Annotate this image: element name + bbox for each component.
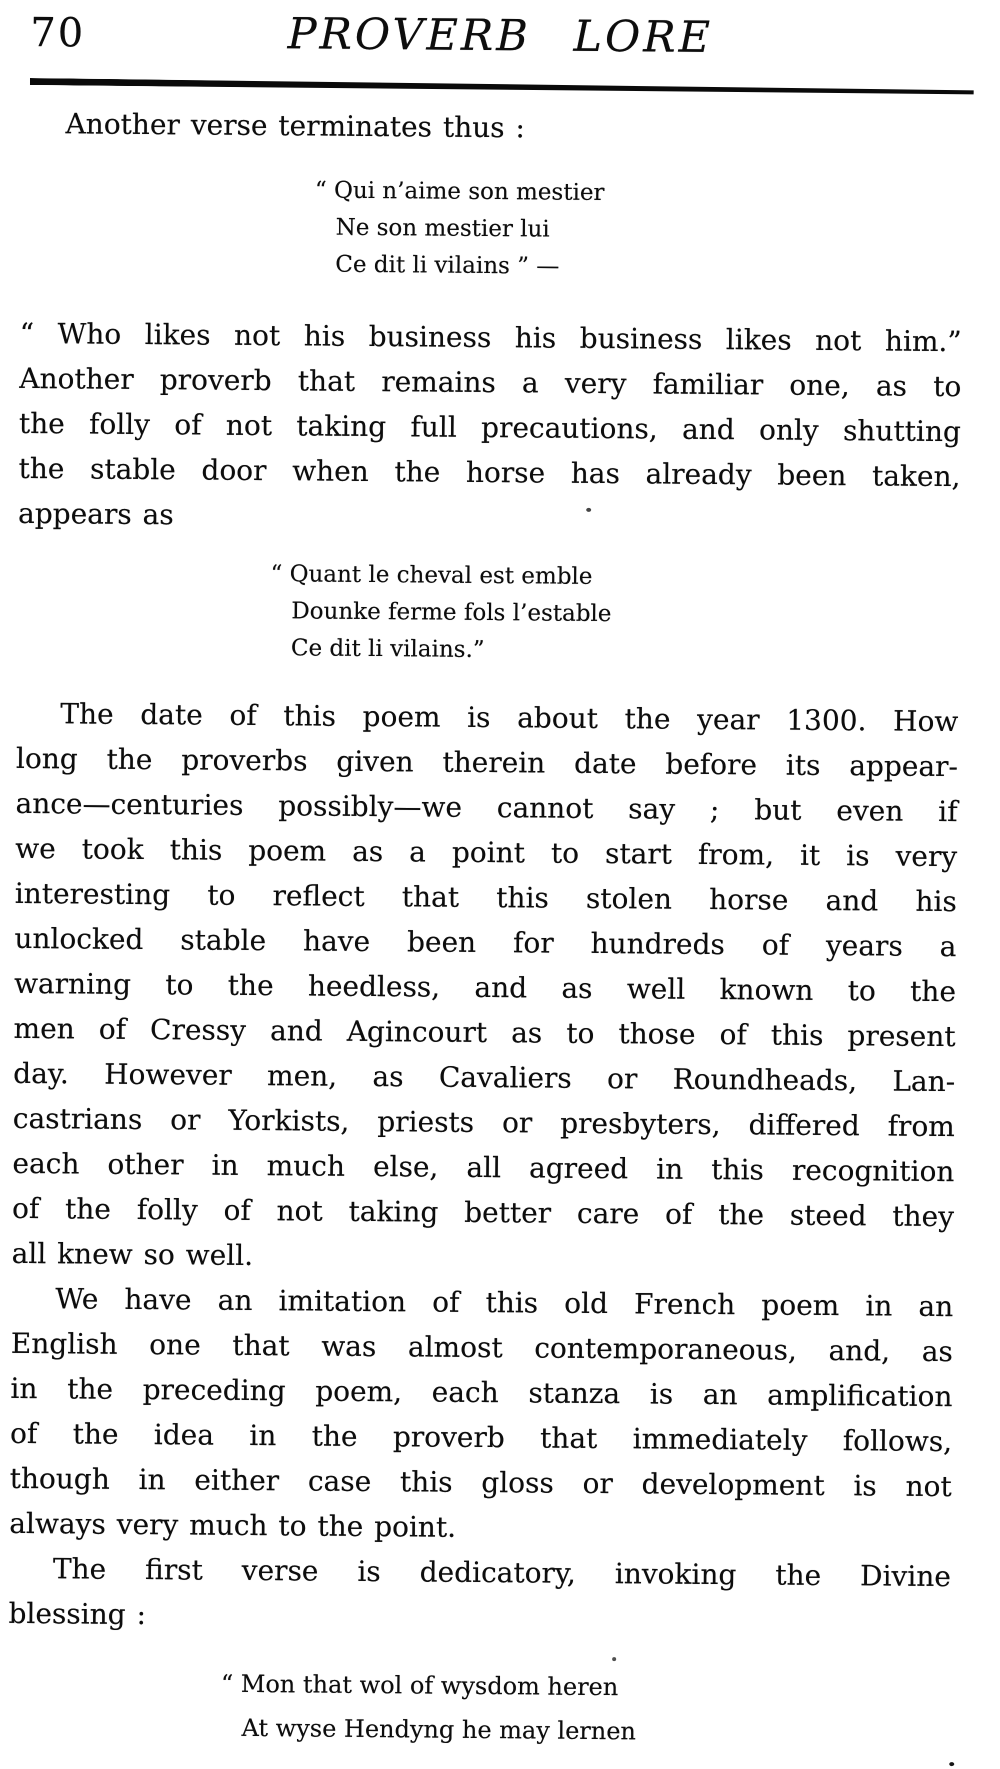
text-line: men of Cressy and Agincourt as to those of this present	[13, 1011, 956, 1054]
verse-line: At wyse Hendyng he may lernen	[241, 1713, 637, 1746]
verse-line: Ce dit li vilains.”	[290, 635, 485, 663]
header-rule	[30, 78, 974, 96]
paragraph-intro-line	[21, 101, 963, 154]
paragraph-stable-door	[18, 311, 962, 544]
text-line: we took this poem as a point to start from, it is very	[15, 831, 958, 874]
text-line: long the proverbs given therein date before its appear-	[15, 741, 959, 784]
verse-line: “ Qui n’aime son mestier	[314, 177, 605, 207]
page-header	[0, 0, 1000, 76]
paragraph-first-verse-dedicatory	[8, 1546, 951, 1644]
text-line: blessing :	[8, 1596, 147, 1632]
text-line: The date of this poem is about the year 1300. How	[60, 697, 959, 739]
text-line: We have an imitation of this old French poem in an	[55, 1282, 954, 1324]
verse-french-cheval	[270, 556, 960, 673]
verse-english-hendyng	[220, 1662, 950, 1756]
text-line: appears as	[17, 496, 174, 532]
text-line: the folly of not taking full precautions, and only shutting	[18, 406, 962, 449]
paragraph-date-of-poem	[11, 691, 958, 1284]
verse-line: Ce dit li vilains ” —	[335, 251, 560, 280]
text-line: always very much to the point.	[9, 1506, 457, 1544]
text-line: ance—centuries possibly—we cannot say ; but even if	[15, 786, 958, 829]
text-line: Another proverb that remains a very familiar one, as to	[19, 361, 962, 404]
text-line: the stable door when the horse has already been taken,	[18, 451, 961, 494]
text-line: each other in much else, all agreed in this recognition	[12, 1146, 955, 1189]
scan-speck	[586, 508, 591, 512]
text-line: of the folly of not taking better care of the steed they	[11, 1191, 955, 1234]
text-line: all knew so well.	[11, 1236, 254, 1272]
text-line: interesting to reflect that this stolen horse and his	[14, 876, 957, 919]
verse-french-mestier	[314, 172, 963, 289]
verse-line: “ Quant le cheval est emble	[270, 561, 593, 590]
text-line: in the preceding poem, each stanza is an amplification	[10, 1371, 953, 1414]
text-line: castrians or Yorkists, priests or presbyters, differed from	[12, 1101, 955, 1144]
text-line: of the idea in the proverb that immediately follows,	[9, 1416, 953, 1459]
verse-line: Ne son mestier lui	[335, 214, 550, 243]
text-line: though in either case this gloss or development is not	[9, 1461, 952, 1504]
text-line: “ Who likes not his business his business likes not him.”	[19, 316, 962, 359]
verse-line: Dounke ferme fols l’estable	[291, 598, 612, 628]
text-line: The first verse is dedicatory, invoking the Divine	[52, 1552, 952, 1594]
scan-speck	[612, 1657, 616, 1661]
scan-speck	[949, 1762, 954, 1766]
page-number: 70	[30, 10, 86, 57]
text-content	[0, 101, 1000, 1757]
text-line: English one that was almost contemporaneous, and, as	[10, 1326, 953, 1369]
text-line: warning to the heedless, and as well known to the	[13, 966, 957, 1009]
text-line: Another verse terminates thus :	[65, 107, 526, 145]
paragraph-english-imitation	[9, 1276, 953, 1554]
text-line: day. However men, as Cavaliers or Roundheads, Lan-	[13, 1056, 956, 1099]
verse-line: “ Mon that wol of wysdom heren	[220, 1669, 619, 1702]
text-line: unlocked stable have been for hundreds of years a	[14, 921, 957, 964]
running-title: PROVERB LORE	[287, 9, 714, 63]
